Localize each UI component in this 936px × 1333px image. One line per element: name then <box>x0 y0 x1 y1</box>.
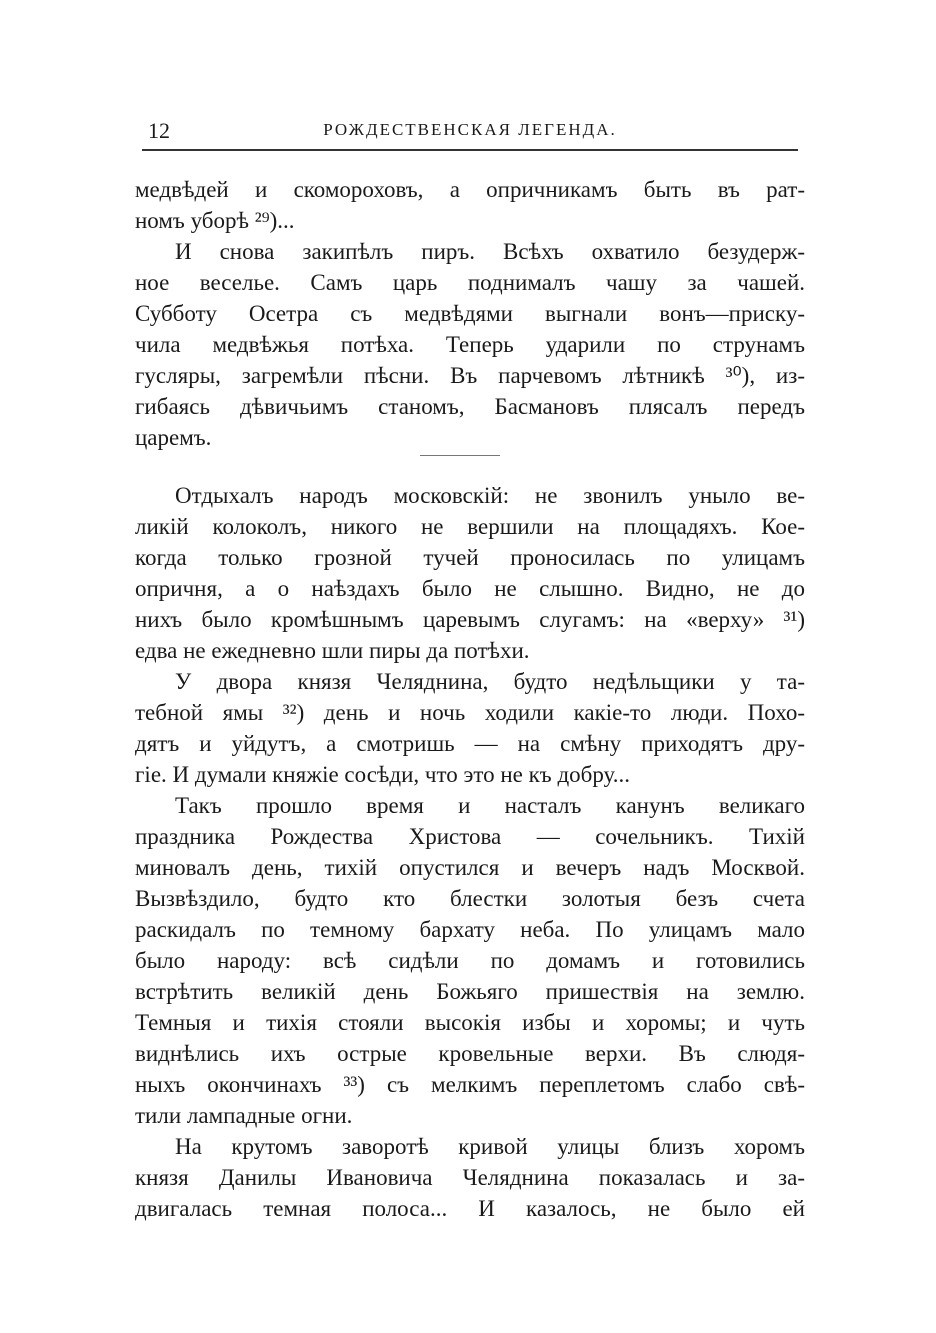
text-line: Такъ прошло время и насталъ канунъ великаго <box>175 793 805 818</box>
text-line: ликій колоколъ, никого не вершили на площадяхъ. Кое- <box>135 514 805 539</box>
page-number: 12 <box>148 118 170 143</box>
text-line: ныхъ окончинахъ ³³) съ мелкимъ переплетомъ слабо свѣ- <box>135 1072 805 1097</box>
text-line: ное веселье. Самъ царь поднималъ чашу за чашей. <box>135 270 805 295</box>
section-separator <box>420 455 500 456</box>
running-title: РОЖДЕСТВЕНСКАЯ ЛЕГЕНДА. <box>323 120 617 139</box>
text-line: Отдыхалъ народъ московскій: не звонилъ уныло ве- <box>175 483 805 508</box>
text-line: И снова закипѣлъ пиръ. Всѣхъ охватило безудерж- <box>175 239 805 264</box>
text-line: было народу: всѣ сидѣли по домамъ и готовились <box>135 948 805 973</box>
text-line: встрѣтить великій день Божьяго пришествія на землю. <box>135 979 805 1004</box>
text-line: Темныя и тихія стояли высокія избы и хоромы; и чуть <box>135 1010 805 1035</box>
text-line: гибаясь дѣвичьимъ станомъ, Басмановъ плясалъ передъ <box>135 394 805 419</box>
text-line: тебной ямы ³²) день и ночь ходили какіе-то люди. Похо- <box>135 700 805 725</box>
text-line: миновалъ день, тихій опустился и вечеръ надъ Москвой. <box>135 855 805 880</box>
text-line: раскидалъ по темному бархату неба. По улицамъ мало <box>135 917 805 942</box>
text-line: номъ уборѣ ²⁹)... <box>135 208 295 233</box>
text-line: двигалась темная полоса... И казалось, не было ей <box>135 1196 805 1221</box>
text-line: опричня, а о наѣздахъ было не слышно. Видно, не до <box>135 576 805 601</box>
text-line: нихъ было кромѣшнымъ царевымъ слугамъ: на «верху» ³¹) <box>135 607 805 632</box>
text-line: едва не ежедневно шли пиры да потѣхи. <box>135 638 530 663</box>
text-line: Субботу Осетра съ медвѣдями выгнали вонъ—приску- <box>135 301 805 326</box>
text-line: тили лампадные огни. <box>135 1103 353 1128</box>
text-line: царемъ. <box>135 425 212 450</box>
text-line: виднѣлись ихъ острые кровельные верхи. Въ слюдя- <box>135 1041 805 1066</box>
text-line: чила медвѣжья потѣха. Теперь ударили по струнамъ <box>135 332 805 357</box>
text-line: Вызвѣздило, будто кто блестки золотыя безъ счета <box>135 886 805 911</box>
header-rule <box>142 149 798 151</box>
text-line: когда только грозной тучей проносилась по улицамъ <box>135 545 805 570</box>
text-line: медвѣдей и скомороховъ, а опричникамъ быть въ рат- <box>135 177 805 202</box>
text-line: дятъ и уйдутъ, а смотришь — на смѣну приходятъ дру- <box>135 731 805 756</box>
text-line: гусляры, загремѣли пѣсни. Въ парчевомъ лѣтникѣ ³⁰), из- <box>135 363 805 388</box>
text-line: У двора князя Челяднина, будто недѣльщики у та- <box>175 669 805 694</box>
text-line: гіе. И думали княжіе сосѣди, что это не къ добру... <box>135 762 630 787</box>
text-line: На крутомъ заворотѣ кривой улицы близъ хоромъ <box>175 1134 805 1159</box>
text-line: праздника Рождества Христова — сочельникъ. Тихій <box>135 824 805 849</box>
text-line: князя Данилы Ивановича Челяднина показалась и за- <box>135 1165 805 1190</box>
page-header <box>142 118 798 146</box>
